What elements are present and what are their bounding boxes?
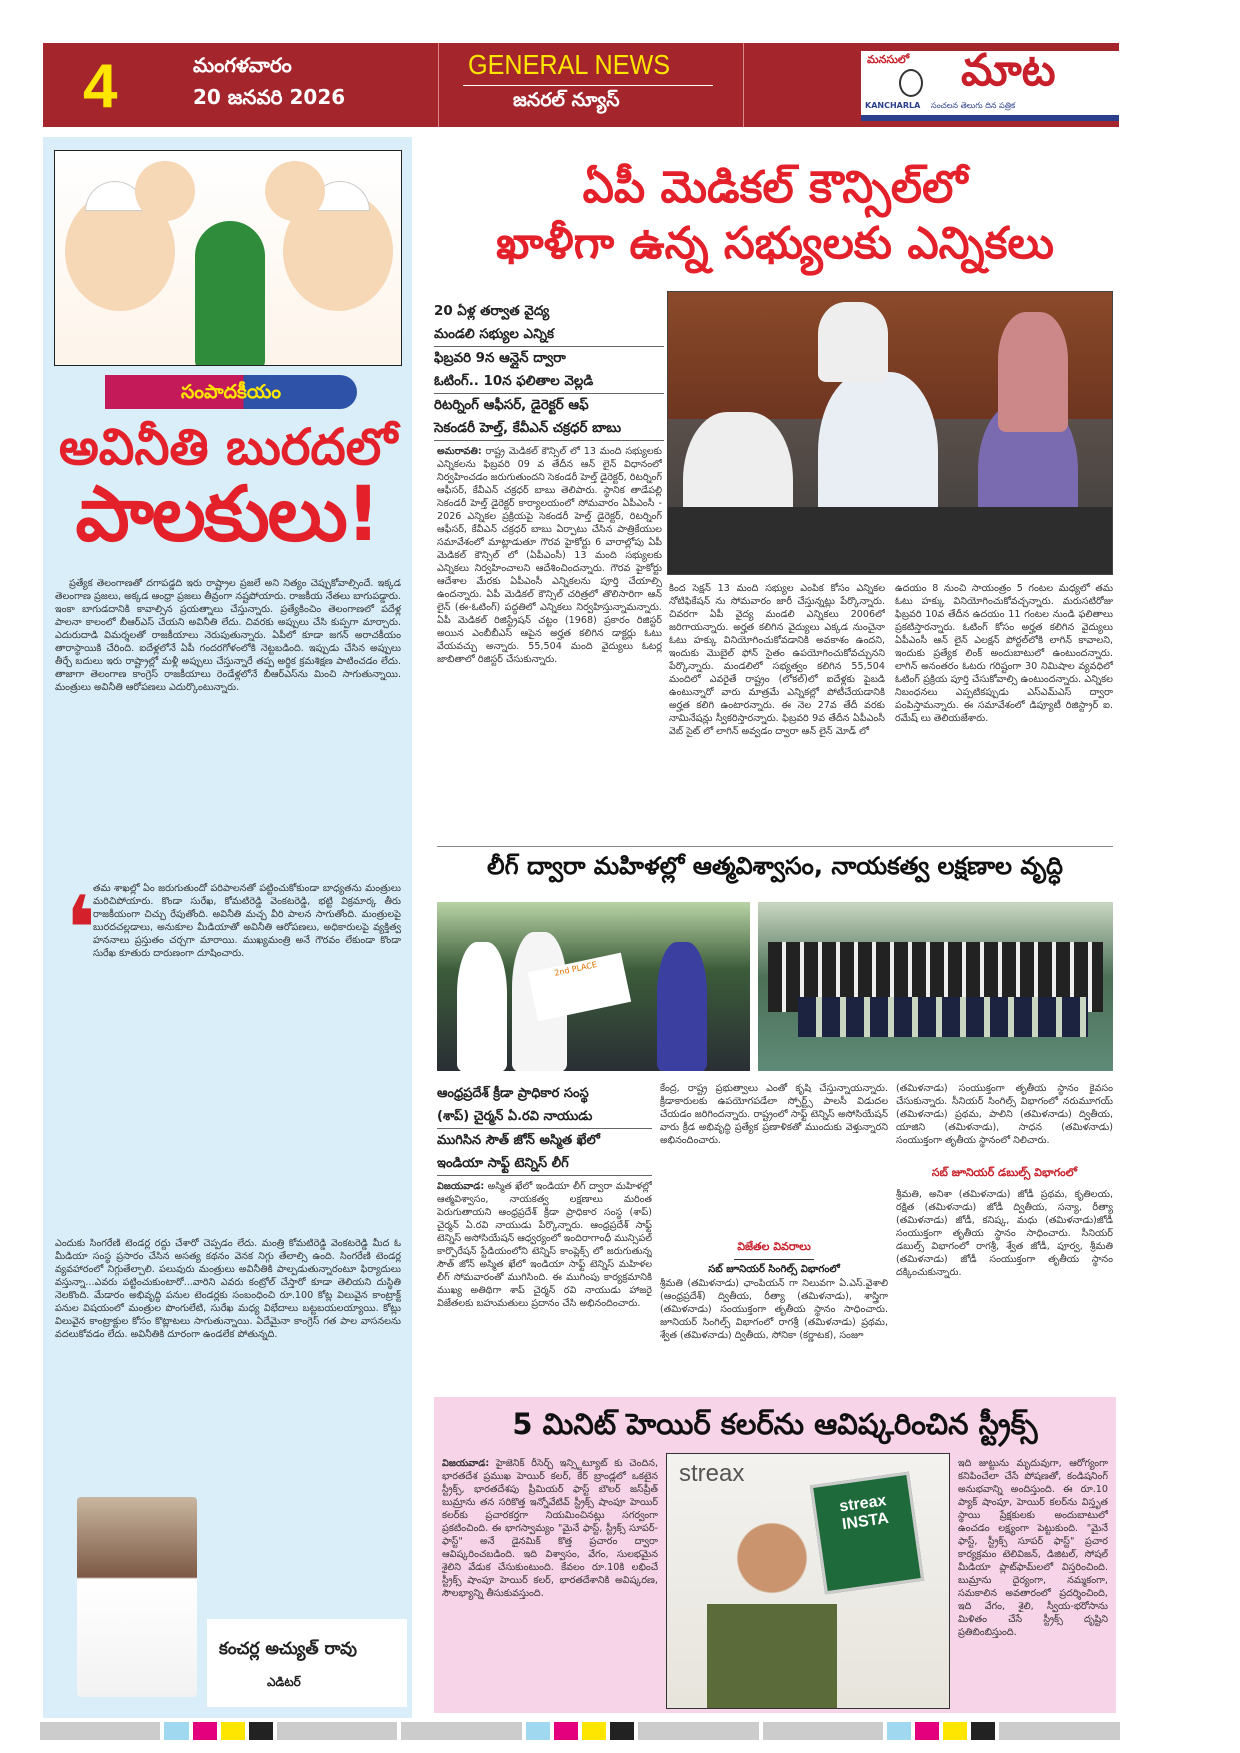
lead-body: కింద సెక్షన్ 13 మంది సభ్యుల ఎంపిక కోసం ఎన్నికల నోటిఫికేషన్ ను సోమవారం జారీ చేస్తున్నట్లు పేర్కొన్నారు. చివరగా ఏపీ వైద్య మండలి ఎన్నికలు 2006లో జరిగాయన్నారు. అర్హత కలిగిన వైద్యులు ఎక్కడ నుంచైనా ఓటు హక్కు వినియోగించుకోవడానికి అవకాశం ఉందని, ఇందుకు మొబైల్ ఫోన్ సైతం ఉపయోగించుకోవచ్చునని పేర్కొన్నారు. మండలిలో సభ్యత్వం కలిగిన 55,504 మందిలో ఎవరైతే రాష్ట్రం (లోకల్)లో ఐదేళ్లకు పైబడి ఉంటున్నారో వారు మాత్రమే ఎన్నికల్లో పోటీచేయడానికి అర్హత కలిగి ఉంటారన్నారు. ఈ నెల 27వ తేదీ వరకు నామినేషన్లు స్వీకరిస్తారన్నారు. ఫిబ్రవరి 9వ తేదీన ఏపీఎంసీ వెబ్ సైట్ లో లాగిన్ అవ్వడం ద్వారా ఆన్ లైన్ మోడ్ లో: [669, 583, 885, 737]
dateline: అమరావతి:: [437, 446, 482, 457]
lead-body: ఉదయం 8 నుంచి సాయంత్రం 5 గంటల మధ్యలో తమ ఓటు హక్కు వినియోగించుకోవచ్చన్నారు. మరుసటిరోజు ఫిబ్రవరి 10వ తేదీన ఉదయం 11 గంటల నుండి ఫలితాలు ప్రకటిస్తారన్నారు. ఓటింగ్ కోసం అర్హత కలిగిన వైద్యులు ఏపీఎంసీ ఆన్ లైన్ ఎలక్షన్ పోర్టల్‌లోకి లాగిన్ కావాలని, ఇందుకు ప్రత్యేక లింక్ అందుబాటులో ఉంటుందన్నారు. లాగిన్ అనంతరం ఓటరు గరిష్టంగా 30 నిమిషాల వ్యవధిలో ఓటింగ్ ప్రక్రియ పూర్తి చేసుకోవాల్సి ఉంటుందన్నారు. ఎన్నికల నిబంధనలు ఎప్పటికప్పుడు ఎస్ఎమ్ఎస్ ద్వారా పంపిస్తామన్నారు. ఈ సమావేశంలో డిప్యూటీ రిజిస్ట్రార్ ఐ. రమేష్ లు తెలియజేశారు.: [895, 583, 1113, 724]
subhead: ఆంధ్రప్రదేశ్ క్రీడా ప్రాధికార సంస్థ: [437, 1086, 589, 1101]
masthead: [43, 43, 1119, 127]
divider: [463, 85, 713, 86]
sports-column-3: [896, 1082, 1113, 1386]
logo-small: మనసులో: [867, 53, 910, 66]
logo-brand: KANCHARLA: [865, 101, 921, 110]
streax-brand-logo: streax: [679, 1460, 745, 1487]
streax-story: [434, 1397, 1116, 1713]
subhead: రిటర్నింగ్ ఆఫీసర్, డైరెక్టర్ ఆఫ్: [434, 398, 589, 413]
editorial-headline: పాలకులు!: [75, 469, 379, 558]
subhead: ఫిబ్రవరి 9న ఆన్లైన్ ద్వారా: [434, 351, 566, 366]
streax-body: ఇది జుట్టును మృదువుగా, ఆరోగ్యంగా కనిపించేలా చేసే పోషణతో, కండిషనింగ్ అనుభవాన్ని అందిస్తుంది. ఈ రూ.10 ప్యాక్ షాంపూ, హెయిర్ కలర్‌ను విస్తృత స్థాయి ప్రేక్షకులకు అందుబాటులో ఉంచడం లక్ష్యంగా పెట్టుకుంది. "మైనే ఫాస్ట్, స్ట్రీక్స్ సూపర్ ఫాస్ట్" ప్రచార కార్యక్రమం టెలివిజన్, డిజిటల్, సోషల్ మీడియా ప్లాట్‌ఫామ్‌లలో విస్తరించింది. బుమ్రాను దైర్యంగా, నమ్మకంగా, సమకాలిన అవతారంలో ప్రదర్శించింది, ఇది వేగం, శైలి, స్వీయ-భరోసాను మిళితం చేసే స్ట్రీక్స్ దృష్టిని ప్రతిబింబిస్తుంది.: [958, 1458, 1108, 1638]
section-title-te: జనరల్ న్యూస్: [513, 89, 620, 111]
dateline: విజయవాడ:: [442, 1458, 490, 1469]
editor-byline: [207, 1619, 407, 1707]
lead-headline-line: ఖాళీగా ఉన్న సభ్యులకు ఎన్నికలు: [496, 218, 1054, 269]
quote-mark-icon: ❛: [65, 877, 97, 982]
print-registration-bars: [40, 1722, 1120, 1740]
sports-column-2: [660, 1082, 888, 1386]
issue-day: మంగళవారం: [193, 53, 292, 77]
section-subhead: సబ్ జూనియర్ సింగిల్స్ విభాగంలో: [708, 1264, 840, 1275]
sports-text: (తమిళనాడు) సంయుక్తంగా తృతీయ స్థానం కైవసం చేసుకున్నారు. సీనియర్ సింగిల్స్ విభాగంలో నరుమూగయ్ (తమిళనాడు) ప్రథమ, పాలిని (తమిళనాడు) ద్వితీయ, యాజిని (తమిళనాడు), సాధన (తమిళనాడు) సంయుక్తంగా తృతీయ స్థానంలో నిలిచారు.: [896, 1083, 1113, 1146]
logo-tagline: సంచలన తెలుగు దిన పత్రిక: [931, 101, 1016, 110]
team-group-photo: [758, 902, 1113, 1071]
editorial-headline: అవినీతి బురదలో: [58, 418, 398, 476]
lead-headline: [434, 160, 1116, 272]
editor-photo: [77, 1497, 197, 1697]
newspaper-logo: [861, 45, 1119, 121]
sports-text: అస్మిత ఖేలో ఇండియా లీగ్ ద్వారా మహిళల్లో ఆత్మవిశ్వాసం, నాయకత్వ లక్షణాలు మరింత పెరుగుతాయని ఆంధ్రప్రదేశ్ క్రీడా ప్రాధికార సంస్థ (శాప్) చైర్మన్ ఏ.రవి నాయుడు పేర్కొన్నారు. ఆంధ్రప్రదేశ్ సాఫ్ట్ టెన్నిస్ అసోసియేషన్ ఆధ్వర్యంలో ఇందిరాగాంధీ మున్సిపల్ కార్పొరేషన్ స్టేడియంలోని టెన్నిస్ కాంప్లెక్స్ లో జరుగుతున్న సౌత్ జోన్ అస్మిత ఖేలో ఇండియా సాఫ్ట్ టెన్నిస్ మహిళల లీగ్ సోమవారంతో ముగిసింది. ఈ ముగింపు కార్యక్రమానికి ముఖ్య అతిథిగా శాప్ చైర్మన్ రవి నాయుడు హాజరై విజేతలకు బహుమతులు ప్రదానం చేసి అభినందించారు.: [437, 1181, 652, 1309]
editorial-body: ఎందుకు సింగరేణి టెండర్ల రద్దు చేశారో చెప్పడం లేదు. మంత్రి కోమటిరెడ్డి వెంకటరెడ్డి మీద ఓ మీడియా సంస్థ ప్రసారం చేసిన అసత్య కథనం వెనక నిగ్గు తేలాల్సి ఉంది. సింగరేణి టెండర్ల వ్యవహారంలో నిగ్గుతేల్చాలి. పలువురు మంత్రులు అవినీతికి పాల్పడుతున్నారంటూ ఫిర్యాదులు వస్తున్నా...ఎవరు పట్టించుకుంటారో...వారిని ఎవరు కంట్రోల్ చేస్తారో కూడా తెలియని దుస్థితి నెలకొంది. మేడారం అభివృద్ధి పనుల టెండర్లకు సంబంధించి రూ.100 కోట్ల విలువైన కాంట్రాక్ట్ పనుల విషయంలో మంత్రుల పొంగులేటి, సురేఖ మధ్య విభేదాలు బట్టబయలయ్యాయి. కోట్లు విలువైన కాంట్రాక్టుల కోసం కొట్లాటలు సాగుతున్నాయి. ఏదేమైనా కాంగ్రెస్ గత పాల వాసనలను వదలుకోవడం లేదు. అవినీతికి దూరంగా ఉండలేక పోతున్నది.: [55, 1238, 401, 1340]
streax-text: హైజెనిక్ రీసెర్చ్ ఇన్స్టిట్యూట్ కు చెందిన, భారతదేశ ప్రముఖ హెయిర్ కలర్, కేర్ బ్రాండ్లలో ఒకటైన స్ట్రీక్స్, భారతదేశపు ప్రీమియర్ ఫాస్ట్ బౌలర్ జస్‌ప్రీత్ బుమ్రాను తన సరికొత్త ఇన్నోవేటివ్ స్ట్రీక్స్ షాంపూ హెయిర్ కలర్‌కు ప్రచారకర్తగా నియమించినట్లు సగర్వంగా ప్రకటించింది. ఈ భాగస్వామ్యం "మైనే ఫాస్ట్, స్ట్రీక్స్ సూపర్-ఫాస్ట్" అనే డైనమిక్ కొత్త ప్రచారం ద్వారా ఆవిష్కరించబడింది. ఇది విశ్వాసం, వేగం, సులభమైన శైలిని వేడుక చేసుకుంటుంది. కేవలం రూ.10కి లభించే స్ట్రీక్స్ షాంపూ హెయిర్ కలర్, భారతదేశానికి అవిష్కరణ, సౌలభ్యాన్ని తీసుకువస్తుంది.: [442, 1458, 658, 1599]
dateline: విజయవాడ:: [437, 1181, 485, 1192]
prize-cheque: 2nd PLACE: [528, 953, 631, 1022]
editorial-body: తమ శాఖల్లో ఏం జరుగుతుందో పరిపాలనతో పట్టించుకోకుండా బాధ్యతను మంత్రులు మరిచిపోయారు. కొండా సురేఖ, కోమటిరెడ్డి వెంకటరెడ్డి, భట్టి విక్రమార్క తీరు రాజకీయంగా చిచ్చు రేపుతోంది. అవినీతి మచ్చ వీరి పాలన సాగుతోంది. మంత్రులపై బురదచల్లడాలు, అనుకూల మీడియాతో అవినీతి ఆరోపణలు, అధికారులపై వ్యక్తిత్వ హననాలు ప్రస్తుతం చర్చగా మారాయి. ముఖ్యమంత్రి అనే గౌరవం లేకుండా కొండా సురేఖ కూతురు దారుణంగా దూషించారు.: [93, 883, 401, 959]
subhead: (శాప్) చైర్మన్ ఏ.రవి నాయుడు: [437, 1105, 652, 1129]
founder-portrait-icon: [899, 69, 923, 97]
section-title-en: GENERAL NEWS: [468, 49, 671, 80]
sports-text: శ్రీమతి, అనిశా (తమిళనాడు) జోడీ ప్రథమ, కృతిలయ, రక్షిత (తమిళనాడు) జోడీ ద్వితీయ, సన్యా, రీత్యా (తమిళనాడు) జోడీ, కనిష్క, మధు (తమిళనాడు)జోడీ సంయుక్తంగా తృతీయ స్థానం సాధించారు. సీనియర్ డబుల్స్ విభాగంలో రాగశ్రీ, శ్వేత జోడీ, పూర్వ, శ్రీమతి (తమిళనాడు) జోడీ సంయుక్తంగా తృతీయ స్థానం దక్కించుకున్నారు.: [896, 1189, 1113, 1278]
editorial-column: [43, 137, 412, 1718]
sports-text: కేంద్ర, రాష్ట్ర ప్రభుత్వాలు ఎంతో కృషి చేస్తున్నాయన్నారు. క్రీడాకారులకు ఉపయోగపడేలా స్పోర్ట్స్ పాలసీ విడుదల చేయడం జరిగిందన్నారు. రాష్ట్రంలో సాఫ్ట్ టెన్నిస్ అసోసియేషన్ వారు క్రీడ అభివృద్ధి ప్రత్యేక ప్రణాళికతో ముందుకు వెళ్తున్నారని అభినందించారు.: [660, 1083, 888, 1146]
lead-text: రాష్ట్ర మెడికల్ కౌన్సిల్ లో 13 మంది సభ్యులకు ఎన్నికలను ఫిబ్రవరి 09 వ తేదీన ఆన్ లైన్ విధానంలో నిర్వహించడం జరుగుతుందని సెకండరీ హెల్త్ డైరెక్టర్, రిటర్నింగ్ ఆఫీసర్, కేవీఎన్ చక్రధర్ బాబు తెలిపారు. స్థానిక తాడేపల్లి సెకండరీ హెల్త్ డైరెక్టర్ కార్యాలయంలో సోమవారం ఏపీఎంసీ - 2026 ఎన్నికల ప్రక్రియపై సెకండరీ హెల్త్ డైరెక్టర్, రిటర్నింగ్ ఆఫీసర్, కేవీఎన్ చక్రధర్ బాబు ఏర్పాటు చేసిన పాత్రికేయుల సమావేశంలో మాట్లాడుతూ గౌరవ హైకోర్టు 6 వారాల్లోపు ఏపీ మెడికల్ కౌన్సిల్ లో (ఏపీఎంసీ) 13 మంది సభ్యులకు ఎన్నికలు నిర్వహించాలని ఆదేశించిందన్నారు. గౌరవ హైకోర్టు ఆదేశాల మేరకు ఏపీఎంసీ ఎన్నికలను పూర్తి చేయాల్సి ఉందన్నారు. ఏపీ మెడికల్ కౌన్సిల్ చరిత్రలో తొలిసారిగా ఆన్ లైన్ (ఈ-ఓటింగ్) పద్ధతిలో ఎన్నికలు నిర్వహిస్తున్నామన్నారు. ఏపీ మెడికల్ రిజిస్ట్రేషన్ చట్టం (1968) ప్రకారం రిజిస్టర్ అయిన ఎంబీబీఎస్ ఆపైన అర్హత కలిగిన డాక్టర్లు ఓటు వేయవచ్చు అన్నారు. 55,504 మంది వైద్యులు ఓటర్ల జాబితాలో రిజిస్టర్ చేసుకున్నారు.: [437, 446, 662, 665]
editorial-tag: సంపాదకీయం: [105, 375, 357, 409]
congress-hand-icon: [195, 221, 265, 366]
sports-subheads: [437, 1082, 652, 1176]
section-subhead: సబ్ జూనియర్ డబుల్స్ విభాగంలో: [931, 1166, 1078, 1179]
issue-date: 20 జనవరి 2026: [193, 85, 346, 109]
sports-text: శ్రీమతి (తమిళనాడు) ఛాంపియన్ గా నిలువగా ఏ.ఎస్.వైశాలి (ఆంధ్రప్రదేశ్) ద్వితీయ, రీత్యా (తమిళనాడు), శాస్త్రిగా (తమిళనాడు) సంయుక్తంగా తృతీయ స్థానం సాధించారు. జూనియర్ సింగిల్స్ విభాగంలో రాగశ్రీ (తమిళనాడు) ప్రథమ, శ్వేత (తమిళనాడు) ద్వితీయ, సోనికా (కర్ణాటక), సంజూ: [660, 1278, 888, 1341]
subhead: మండలి సభ్యుల ఎన్నిక: [434, 323, 664, 347]
editor-name: కంచర్ల అచ్యుత్ రావు: [219, 1639, 357, 1659]
lead-body: [437, 445, 662, 841]
subhead: ఓటింగ్.. 10న ఫలితాల వెల్లడి: [434, 370, 664, 394]
streax-headline: 5 మినిట్ హెయిర్ కలర్‌ను ఆవిష్కరించిన స్ట్రీక్స్: [512, 1407, 1038, 1441]
divider: [438, 43, 439, 127]
editorial-cartoon: [54, 150, 402, 366]
editorial-body: ప్రత్యేక తెలంగాణతో దగాపడ్డది ఇరు రాష్ట్రాల ప్రజలే అని నిత్యం చెప్పుకోవాల్సిందే. ఇక్కడ తెలంగాణ ప్రజలు, అక్కడ ఆంధ్రా ప్రజలు తీవ్రంగా నష్టపోయారు. రాజకీయ నేతలు బాగుపడ్డారు. ఇంకా బాగుడదానికి కావాల్సిన ప్రయత్నాలు చేస్తున్నారు. ప్రత్యేకించిం తెలంగాణలో పదేళ్ల పాలనా కాలంలో బీఆర్‌ఎస్ చేయని అవినీతి లేదు. చివరకు అప్పులు చేసి కుప్పగా మార్చారు. ఎదురుదాడి విమర్శలతో రాజకీయాలు నెరుపుతున్నారు. ఏపీలో కూడా జగన్ అరాచకీయం తారాస్థాయికి చేరింది. ఐదేళ్లలోనే ఏపీ గందరగోళంలోకి నెట్టబడింది. ఇప్పుడు చేసిన అప్పులు తీర్చే బదులు ఇరు రాష్ట్రాల్లో మళ్లీ అప్పులు చేస్తున్నారే తప్ప అర్థిక క్రమశిక్షణ పాటించడం లేదు. తాజాగా తెలంగాణ కాంగ్రెస్ రాజకీయాలు రెండేళ్లలోనే బీఆర్‌ఎస్‌ను మించి సాగుతున్నాయి. మంత్రులు అవినీతి ఆరోపణలు ఎదుర్కొంటున్నారు.: [55, 578, 401, 693]
subhead: ముగిసిన సౌత్ జోన్ అస్మిత ఖేలో: [437, 1133, 600, 1148]
award-ceremony-photo: [437, 902, 750, 1071]
streax-body: [442, 1457, 658, 1707]
divider: [743, 43, 744, 127]
streax-ad-image: [666, 1453, 950, 1709]
lead-subheads: [434, 300, 664, 441]
sports-headline: లీగ్ ద్వారా మహిళల్లో ఆత్మవిశ్వాసం, నాయకత్వ లక్షణాల వృద్ధి: [487, 852, 1063, 880]
editor-role: ఎడిటర్: [267, 1675, 301, 1689]
page-number: 4: [83, 52, 118, 121]
product-pack: streax INSTA: [810, 1472, 924, 1595]
subhead: ఇండియా సాఫ్ట్ టెన్నిస్ లీగ్: [437, 1152, 652, 1176]
sports-body: [437, 1180, 652, 1386]
divider: [437, 846, 1113, 847]
subhead: సెకండరీ హెల్త్, కేవీఎన్ చక్రధర్ బాబు: [434, 417, 664, 441]
lead-headline-line: ఏపీ మెడికల్ కౌన్సిల్‌లో: [582, 162, 968, 213]
subhead: 20 ఏళ్ల తర్వాత వైద్య: [434, 304, 550, 319]
logo-main: మాట: [961, 45, 1056, 96]
winners-heading: విజేతల వివరాలు: [737, 1240, 811, 1253]
press-meet-photo: [667, 291, 1113, 575]
